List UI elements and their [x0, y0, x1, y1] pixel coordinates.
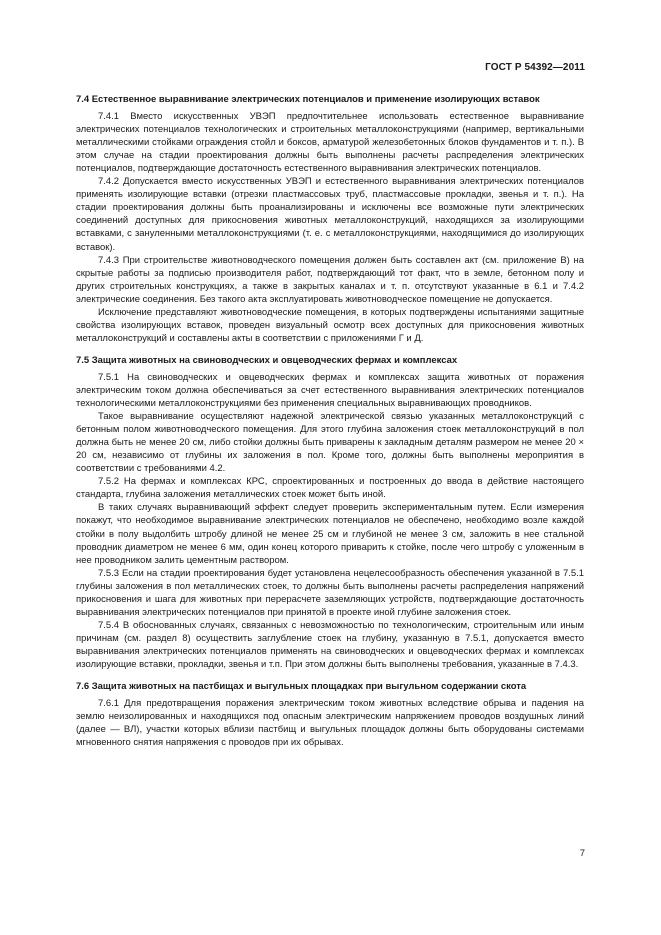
paragraph: В таких случаях выравнивающий эффект следует проверить экспериментальным путем. Если измерения покажут, что необходимое выравнивание электрических потенциалов не обеспечено, необходимо возле каждой стойки в полу выдолбить штробу длиной не менее 25 см и глубиной не менее 3 см, заложить в нее стальной проводник диаметром не менее 6 мм, один конец которого приварить к стойке, после чего штробу с уложенным в нее проводником залить цементным раствором. [76, 502, 584, 566]
paragraph: 7.4.1 Вместо искусственных УВЭП предпочтительнее использовать естественное выравнивание электрических потенциалов технологических и строительных металлоконструкциями (например, вертикальными металлическими стойками ограждения стойл и боксов, арматурой железобетонных блоков фундаментов и т. п.). В этом случае на стадии проектирования должны быть выполнены расчеты распределения электрических потенциалов, подтверждающие достаточность естественного выравнивания электрических потенциалов. [76, 111, 584, 175]
paragraph: 7.5.3 Если на стадии проектирования будет установлена нецелесообразность обеспечения указанной в 7.5.1 глубины заложения в пол металлических стоек, то должны быть выполнены расчеты распределения напряжений прикосновения и шага для животных при перерасчете заземляющих устройств, подтверждающие достаточность выравнивания электрических потенциалов при принятой в проекте иной глубине заложения стоек. [76, 567, 584, 618]
paragraph: Исключение представляют животноводческие помещения, в которых подтверждены испытаниями защитные свойства изолирующих вставок, проведен визуальный осмотр всех доступных для прикосновения животных металлоконструкций и составлены акты в соответствии с приложениями Г и Д. [76, 306, 584, 344]
paragraph: 7.5.2 На фермах и комплексах КРС, спроектированных и построенных до ввода в действие настоящего стандарта, глубина заложения металлических стоек может быть иной. [76, 476, 584, 501]
paragraph: 7.5.4 В обоснованных случаях, связанных с невозможностью по технологическим, строительным или иным причинам (см. раздел 8) осуществить заглубление стоек на глубину, указанную в 7.5.1, допускается вместо выравнивания электрических потенциалов применять на свиноводческих и овцеводческих фермах и комплексах изолирующие вставки, прокладки, звенья и т.п. При этом должны быть выполнены требования, указанные в 7.4.3. [76, 619, 584, 670]
page-number: 7 [579, 848, 585, 859]
section-title: 7.6 Защита животных на пастбищах и выгульных площадках при выгульном содержании скота [76, 681, 527, 693]
paragraph: 7.4.3 При строительстве животноводческого помещения должен быть составлен акт (см. приложение В) на скрытые работы за подписью производителя работ, подтверждающий тот факт, что в земле, бетонном полу и других строительных конструкциях, а также в закрытых каналах и т. п. отсутствуют указанные в 6.1 и 7.4.2 электрические соединения. Без такого акта эксплуатировать животноводческое помещение не допускается. [76, 254, 584, 305]
section-title: 7.5 Защита животных на свиноводческих и овцеводческих фермах и комплексах [76, 354, 458, 366]
paragraph: Такое выравнивание осуществляют надежной электрической связью указанных металлоконструкций с бетонным полом животноводческого помещения. Для этого глубина заложения стоек металлоконструкций в пол должна быть не менее 20 см, либо стойки должны быть приварены к закладным деталям размером не менее 20 × 20 см, независимо от глубины их заложения в пол. Кроме того, должны быть выполнены мероприятия в соответствии с требованиями 4.2. [76, 411, 584, 475]
paragraph: 7.5.1 На свиноводческих и овцеводческих фермах и комплексах защита животных от поражения электрическим током должна обеспечиваться за счет естественного выравнивания электрических потенциалов технологическими металлоконструкциями без применения специальных выравнивающих проводников. [76, 371, 584, 410]
section-title: 7.4 Естественное выравнивание электрических потенциалов и применение изолирующих вставок [76, 94, 540, 105]
paragraph: 7.4.2 Допускается вместо искусственных УВЭП и естественного выравнивания электрических потенциалов применять изолирующие вставки (отрезки пластмассовых труб, пластмассовые прокладки, звенья и т. п.). На стадии проектирования должны быть проанализированы и исключены все возможные пути электрических соединений доступных для прикосновения животных металлоконструкций, находящихся за изолирующими вставками, с зануленными металлоконструкциями (т. е. с металлоконструкциями, находящимися до изолирующих вставок). [76, 176, 584, 253]
paragraph: 7.6.1 Для предотвращения поражения электрическим током животных вследствие обрыва и падения на землю неизолированных и находящихся под опасным электрическим напряжением проводов воздушных линий (далее — ВЛ), участки которых вблизи пастбищ и выгульных площадок должны быть оборудованы системами мгновенного снятия напряжения с проводов при их обрывах. [76, 698, 584, 749]
document-body [76, 93, 584, 749]
standard-id: ГОСТ Р 54392—2011 [485, 62, 585, 73]
